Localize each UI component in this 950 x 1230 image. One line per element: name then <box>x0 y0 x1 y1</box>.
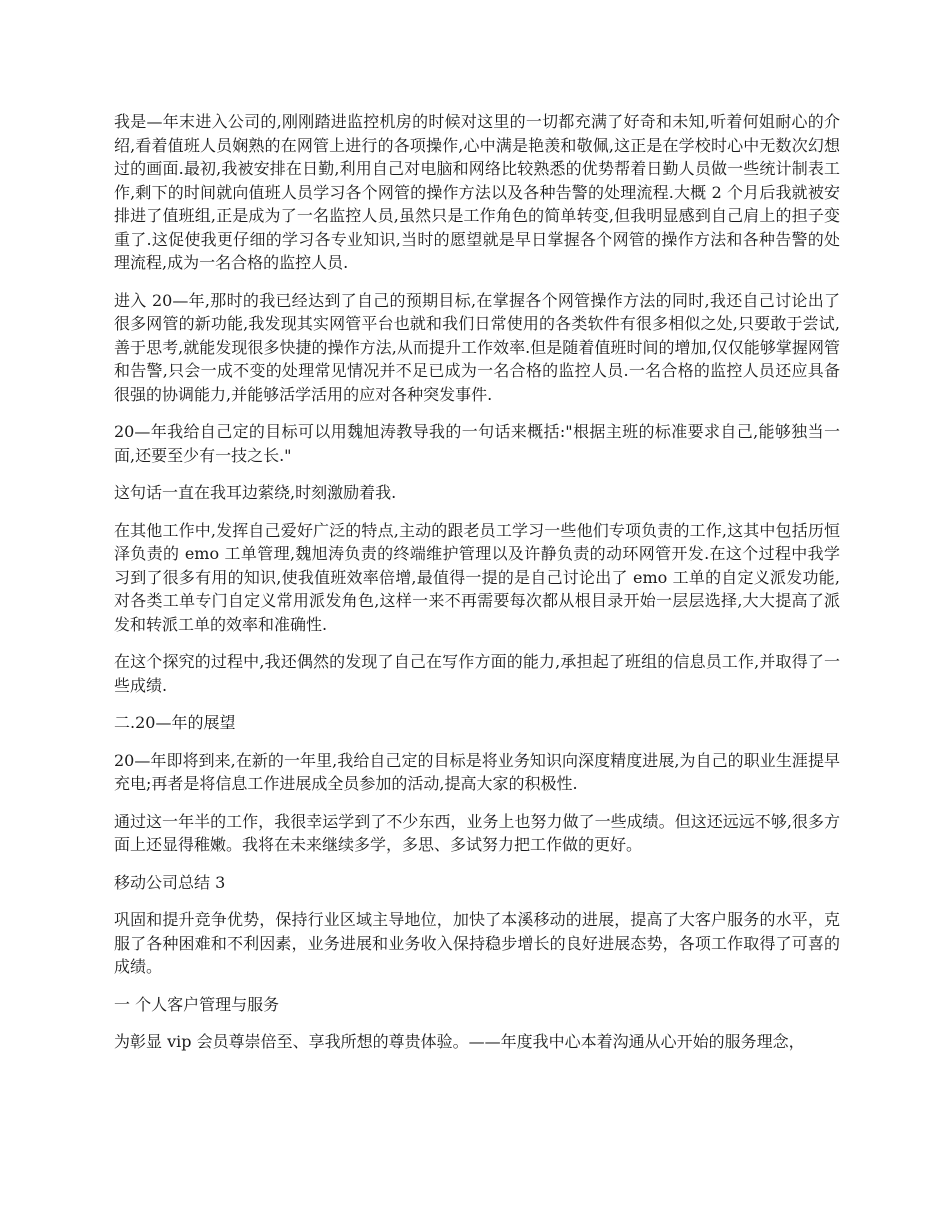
section-heading-customer-management: 一 个人客户管理与服务 <box>114 994 280 1014</box>
paragraph-reflection: 通过这一年半的工作，我很幸运学到了不少东西，业务上也努力做了一些成绩。但这还远远不够,很多方面上还显得稚嫩。我将在未来继续多学，多思、多试努力把工作做的更好。 <box>114 811 840 854</box>
section-heading-outlook: 二.20—年的展望 <box>114 713 236 732</box>
paragraph-goal-quote: 20—年我给自己定的目标可以用魏旭涛教导我的一句话来概括:"根据主班的标准要求自己,能够独当一面,还要至少有一技之长." <box>114 422 840 465</box>
paragraph-entering-new-year: 进入 20—年,那时的我已经达到了自己的预期目标,在掌握各个网管操作方法的同时,我还自己讨论出了很多网管的新功能,我发现其实网管平台也就和我们日常使用的各类软件有很多相似之处,只要敢于尝试,善于思考,就能发现很多快捷的操作方法,从而提升工作效率.但是随着值班时间的增加,仅仅能够掌握网管和告警,只会一成不变的处理常见情况并不足已成为一名合格的监控人员.一名合格的监控人员还应具备很强的协调能力,并能够活学活用的应对各种突发事件. <box>114 290 840 404</box>
section-heading-summary-3: 移动公司总结 3 <box>114 872 226 892</box>
paragraph-writing-ability: 在这个探究的过程中,我还偶然的发现了自己在写作方面的能力,承担起了班组的信息员工作,并取得了一些成绩. <box>114 652 840 695</box>
paragraph-other-work: 在其他工作中,发挥自己爱好广泛的特点,主动的跟老员工学习一些他们专项负责的工作,这其中包括历恒泽负责的 emo 工单管理,魏旭涛负责的终端维护管理以及许静负责的动环网管开发.在这个过程中我学习到了很多有用的知识,使我值班效率倍增,最值得一提的是自己讨论出了 emo 工单的自定义派发功能,对各类工单专门自定义常用派发角色,这样一来不再需要每次都从根目录开始一层层选择,大大提高了派发和转派工单的效率和准确性. <box>114 520 840 634</box>
paragraph-vip-service: 为彰显 vip 会员尊崇倍至、享我所想的尊贵体验。——年度我中心本着沟通从心开始的服务理念， <box>114 1032 805 1051</box>
paragraph-new-year-goals: 20—年即将到来,在新的一年里,我给自己定的目标是将业务知识向深度精度进展,为自己的职业生涯提早充电;再者是将信息工作进展成全员参加的活动,提高大家的积极性. <box>114 750 840 793</box>
paragraph-competitive-advantage: 巩固和提升竞争优势，保持行业区域主导地位，加快了本溪移动的进展，提高了大客户服务的水平，克服了各种困难和不利因素，业务进展和业务收入保持稳步增长的良好进展态势，各项工作取得了可喜的成绩。 <box>114 910 840 976</box>
paragraph-motivation: 这句话一直在我耳边萦绕,时刻激励着我. <box>114 483 397 502</box>
document-page <box>114 110 840 1068</box>
paragraph-intro-monitoring-room: 我是—年末进入公司的,刚刚踏进监控机房的时候对这里的一切都充满了好奇和未知,听着何姐耐心的介绍,看着值班人员娴熟的在网管上进行的各项操作,心中满是艳羡和敬佩,这正是在学校时心中无数次幻想过的画面.最初,我被安排在日勤,利用自己对电脑和网络比较熟悉的优势帮着日勤人员做一些统计制表工作,剩下的时间就向值班人员学习各个网管的操作方法以及各种告警的处理流程.大概 2 个月后我就被安排进了值班组,正是成为了一名监控人员,虽然只是工作角色的简单转变,但我明显感到自己肩上的担子变重了.这促使我更仔细的学习各专业知识,当时的愿望就是早日掌握各个网管的操作方法和各种告警的处理流程,成为一名合格的监控人员. <box>114 112 840 272</box>
